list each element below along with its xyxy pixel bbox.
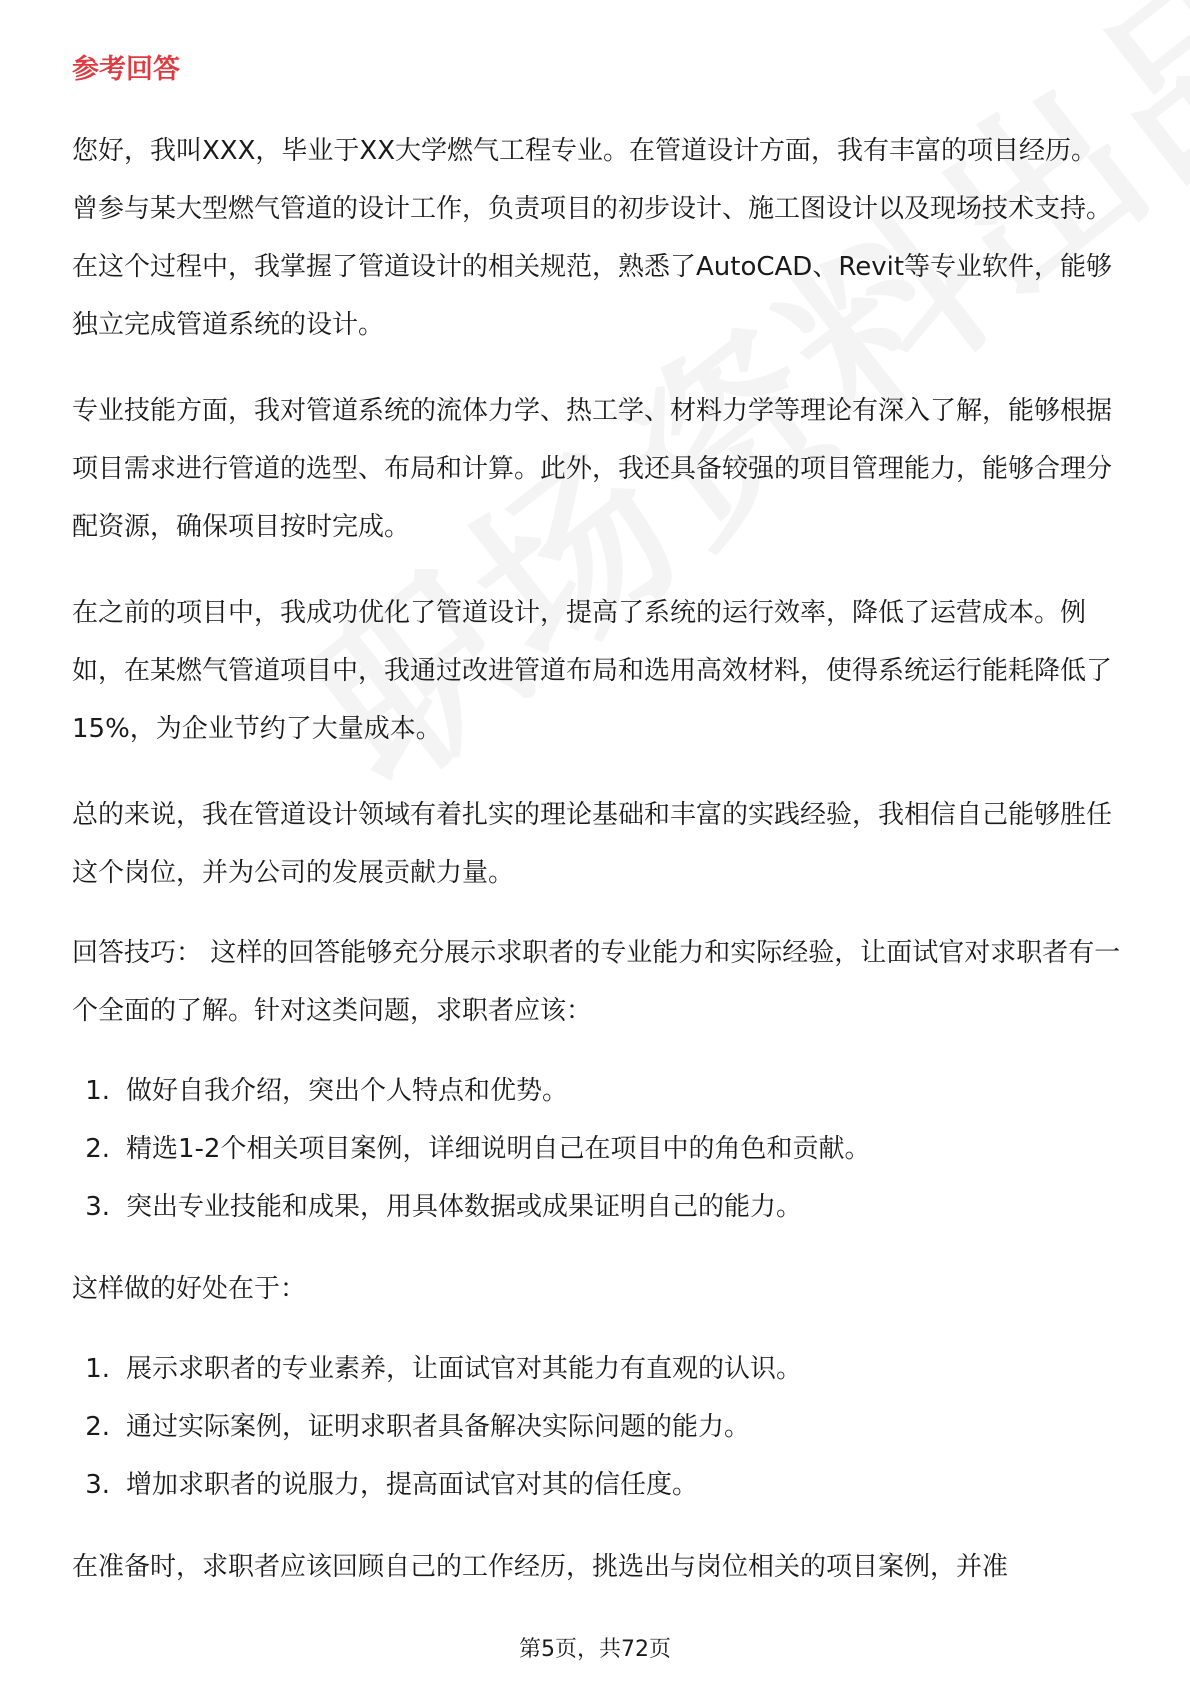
list-item <box>72 1120 1122 1178</box>
benefits-list <box>72 1340 1122 1514</box>
list-number: 1. <box>85 1076 110 1106</box>
list-text: 通过实际案例，证明求职者具备解决实际问题的能力。 <box>126 1412 751 1442</box>
paragraph-achievements: 在之前的项目中，我成功优化了管道设计，提高了系统的运行效率，降低了运营成本。例如，在某燃气管道项目中，我通过改进管道布局和选用高效材料，使得系统运行能耗降低了15%，为企业节约了大量成本。 <box>72 598 1113 744</box>
list-number: 1. <box>85 1354 110 1384</box>
list-text: 做好自我介绍，突出个人特点和优势。 <box>126 1076 569 1106</box>
benefits-intro: 这样做的好处在于： <box>72 1274 307 1304</box>
list-item <box>72 1340 1122 1398</box>
list-item <box>72 1398 1122 1456</box>
list-number: 3. <box>85 1192 110 1222</box>
tips-list <box>72 1062 1122 1236</box>
page-number: 第5页，共72页 <box>519 1637 671 1662</box>
list-number: 2. <box>85 1412 110 1442</box>
paragraph-summary: 总的来说，我在管道设计领域有着扎实的理论基础和丰富的实践经验，我相信自己能够胜任这个岗位，并为公司的发展贡献力量。 <box>72 800 1113 888</box>
list-item <box>72 1456 1122 1514</box>
list-text: 精选1-2个相关项目案例，详细说明自己在项目中的角色和贡献。 <box>126 1134 871 1164</box>
document-body <box>72 48 1122 1624</box>
list-text: 展示求职者的专业素养，让面试官对其能力有直观的认识。 <box>126 1354 803 1384</box>
list-number: 2. <box>85 1134 110 1164</box>
list-item <box>72 1062 1122 1120</box>
paragraph-intro: 您好，我叫XXX，毕业于XX大学燃气工程专业。在管道设计方面，我有丰富的项目经历。曾参与某大型燃气管道的设计工作，负责项目的初步设计、施工图设计以及现场技术支持。在这个过程中，我掌握了管道设计的相关规范，熟悉了AutoCAD、Revit等专业软件，能够独立完成管道系统的设计。 <box>72 136 1113 340</box>
tips-intro: 回答技巧： 这样的回答能够充分展示求职者的专业能力和实际经验，让面试官对求职者有一个全面的了解。针对这类问题，求职者应该： <box>72 938 1121 1026</box>
list-number: 3. <box>85 1470 110 1500</box>
list-item <box>72 1178 1122 1236</box>
list-text: 增加求职者的说服力，提高面试官对其的信任度。 <box>126 1470 699 1500</box>
list-text: 突出专业技能和成果，用具体数据或成果证明自己的能力。 <box>126 1192 803 1222</box>
paragraph-closing: 在准备时，求职者应该回顾自己的工作经历，挑选出与岗位相关的项目案例，并准 <box>72 1552 1009 1582</box>
section-title: 参考回答 <box>72 54 180 85</box>
paragraph-skills: 专业技能方面，我对管道系统的流体力学、热工学、材料力学等理论有深入了解，能够根据项目需求进行管道的选型、布局和计算。此外，我还具备较强的项目管理能力，能够合理分配资源，确保项目按时完成。 <box>72 396 1113 542</box>
